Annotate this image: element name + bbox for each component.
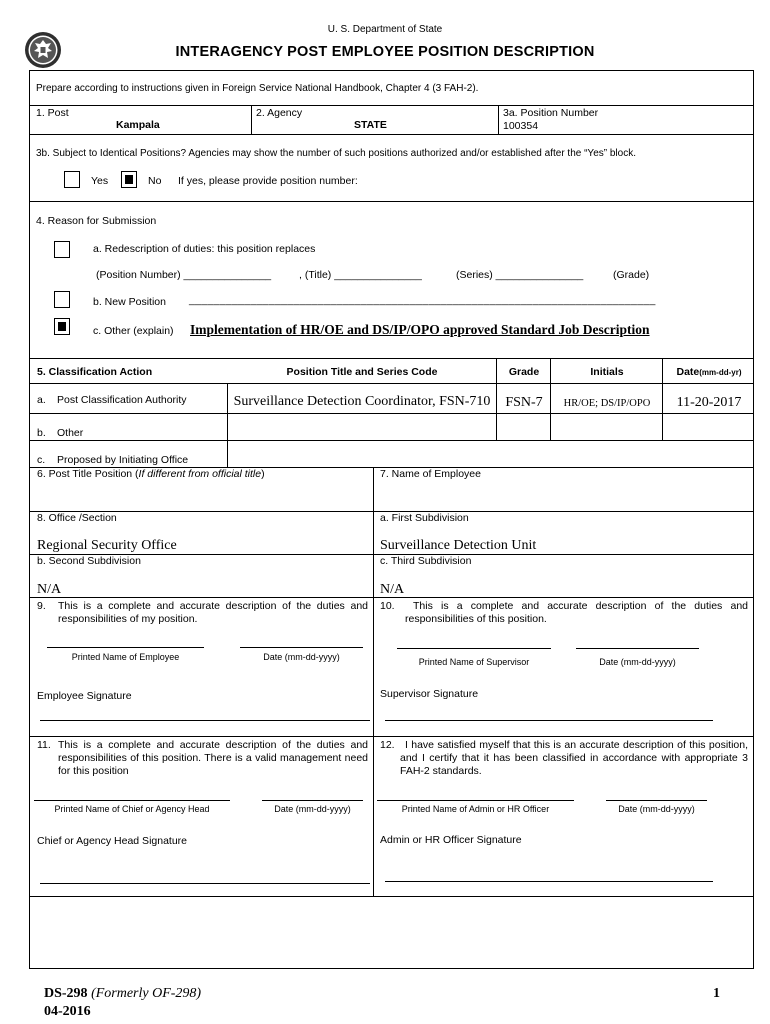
blank-block-left: [30, 897, 372, 968]
table-row-letter: b.: [37, 427, 46, 439]
other-checkbox[interactable]: [54, 318, 70, 335]
series-blank[interactable]: (Series) _______________: [456, 269, 584, 281]
form-title: INTERAGENCY POST EMPLOYEE POSITION DESCRIPTION: [175, 44, 595, 60]
third-subdivision-label: c. Third Subdivision: [380, 555, 472, 567]
classification-action-header: 5. Classification Action: [37, 366, 153, 378]
hr-signature-line[interactable]: [385, 881, 713, 882]
position-title-value[interactable]: Surveillance Detection Coordinator, FSN-710: [233, 394, 491, 409]
chief-date-line[interactable]: [262, 800, 363, 801]
hr-certification-number: 12.: [380, 739, 395, 751]
supervisor-certification-number: 10.: [380, 600, 395, 612]
blank-block-right: [374, 897, 753, 968]
other-explanation[interactable]: Implementation of HR/OE and DS/IP/OPO approved Standard Job Description: [190, 322, 650, 337]
date-header-label: Date: [676, 366, 700, 378]
post-title-label-italic: If different from official title: [138, 468, 262, 480]
supervisor-date-label: Date (mm-dd-yyyy): [599, 657, 676, 667]
form-revision: 04-2016: [44, 1004, 91, 1019]
post-value[interactable]: Kampala: [116, 119, 160, 131]
office-section-value[interactable]: Regional Security Office: [37, 538, 177, 553]
supervisor-printed-name-line[interactable]: [397, 648, 551, 649]
post-title-label-suffix: ): [261, 468, 265, 480]
identical-positions-followup: If yes, please provide position number:: [178, 175, 358, 187]
new-position-line[interactable]: ____________________________________________________________________________: [189, 294, 656, 306]
post-title-field[interactable]: [30, 482, 372, 510]
initials-header: Initials: [590, 366, 624, 378]
initials-value[interactable]: HR/OE; DS/IP/OPO: [563, 398, 651, 409]
employee-certification-text: This is a complete and accurate description of the duties and responsibilities of my position.: [58, 600, 368, 625]
employee-name-label: 7. Name of Employee: [380, 468, 481, 480]
chief-date-label: Date (mm-dd-yyyy): [274, 804, 351, 814]
form-number-formerly: (Formerly OF-298): [91, 986, 202, 1001]
no-label: No: [148, 175, 162, 187]
second-subdivision-label: b. Second Subdivision: [37, 555, 141, 567]
hr-date-label: Date (mm-dd-yyyy): [618, 804, 695, 814]
title-blank[interactable]: , (Title) _______________: [299, 269, 422, 281]
reason-heading: 4. Reason for Submission: [36, 215, 157, 227]
form-number-code: DS-298: [44, 986, 88, 1001]
blank-block-cover: [372, 897, 375, 968]
supervisor-printed-name-label: Printed Name of Supervisor: [418, 657, 530, 667]
employee-date-label: Date (mm-dd-yyyy): [263, 652, 340, 662]
position-title-header: Position Title and Series Code: [286, 366, 438, 378]
employee-printed-name-label: Printed Name of Employee: [71, 652, 180, 662]
third-subdivision-value[interactable]: N/A: [380, 582, 405, 597]
hr-printed-name-label: Printed Name of Admin or HR Officer: [401, 804, 550, 814]
grade-value[interactable]: FSN-7: [505, 395, 543, 410]
identical-positions-question: 3b. Subject to Identical Positions? Agencies may show the number of such positions authorized and/or established after the “Yes” block.: [36, 148, 636, 159]
page-number: 1: [713, 986, 720, 1001]
date-header-format: (mm-dd-yr): [699, 368, 742, 377]
yes-label: Yes: [91, 175, 109, 187]
table-row-letter: c.: [37, 454, 46, 466]
form-number: [44, 986, 201, 1002]
first-subdivision-label: a. First Subdivision: [380, 512, 469, 524]
other-label: c. Other (explain): [93, 325, 174, 337]
hr-printed-name-line[interactable]: [377, 800, 574, 801]
new-position-checkbox[interactable]: [54, 291, 70, 308]
post-title-label-prefix: 6. Post Title Position (: [37, 468, 139, 480]
supervisor-signature-line[interactable]: [385, 720, 713, 721]
redescription-checkbox[interactable]: [54, 241, 70, 258]
first-subdivision-value[interactable]: Surveillance Detection Unit: [380, 538, 537, 553]
employee-date-line[interactable]: [240, 647, 363, 648]
new-position-label: b. New Position: [93, 296, 166, 308]
post-label: 1. Post: [36, 107, 69, 119]
no-checkbox[interactable]: [121, 171, 137, 188]
table-row-label: Other: [57, 427, 84, 439]
employee-certification-number: 9.: [37, 600, 46, 612]
redescription-label: a. Redescription of duties: this position replaces: [93, 243, 316, 255]
employee-name-field[interactable]: [374, 482, 753, 510]
employee-signature-label: Employee Signature: [37, 690, 132, 702]
table-row-label: Proposed by Initiating Office: [57, 454, 189, 466]
date-value[interactable]: 11-20-2017: [676, 395, 742, 410]
position-number-value[interactable]: 100354: [503, 120, 539, 132]
employee-signature-line[interactable]: [40, 720, 370, 721]
grade-blank[interactable]: (Grade): [613, 269, 650, 281]
yes-checkbox[interactable]: [64, 171, 80, 188]
post-title-label: [37, 468, 265, 480]
position-number-label: 3a. Position Number: [503, 107, 599, 119]
grade-header: Grade: [508, 366, 540, 378]
table-row-label: Post Classification Authority: [57, 394, 187, 406]
date-header: [664, 366, 754, 378]
chief-certification-text: This is a complete and accurate description of the duties and responsibilities of this position. There is a valid management need for this position: [58, 739, 368, 777]
instructions-text: Prepare according to instructions given in Foreign Service National Handbook, Chapter 4 (3 FAH-2).: [36, 83, 479, 94]
second-subdivision-value[interactable]: N/A: [37, 582, 62, 597]
chief-printed-name-label: Printed Name of Chief or Agency Head: [54, 804, 210, 814]
position-number-blank[interactable]: (Position Number) _______________: [96, 269, 272, 281]
supervisor-certification-text: This is a complete and accurate description of the duties and responsibilities of this position.: [405, 600, 748, 625]
chief-printed-name-line[interactable]: [34, 800, 230, 801]
chief-signature-line[interactable]: [40, 883, 370, 884]
department-name: U. S. Department of State: [327, 24, 443, 35]
table-row-letter: a.: [37, 394, 46, 406]
supervisor-signature-label: Supervisor Signature: [380, 688, 479, 700]
agency-value[interactable]: STATE: [354, 119, 387, 131]
hr-signature-label: Admin or HR Officer Signature: [380, 834, 522, 846]
chief-certification-number: 11.: [37, 739, 51, 751]
chief-signature-label: Chief or Agency Head Signature: [37, 835, 188, 847]
office-section-label: 8. Office /Section: [37, 512, 117, 524]
employee-printed-name-line[interactable]: [47, 647, 204, 648]
agency-label: 2. Agency: [256, 107, 303, 119]
hr-date-line[interactable]: [606, 800, 707, 801]
supervisor-date-line[interactable]: [576, 648, 699, 649]
hr-certification-text: I have satisfied myself that this is an accurate description of this position, and I certify that it has been classified in accordance with appropriate 3 FAH-2 standards.: [400, 739, 748, 777]
